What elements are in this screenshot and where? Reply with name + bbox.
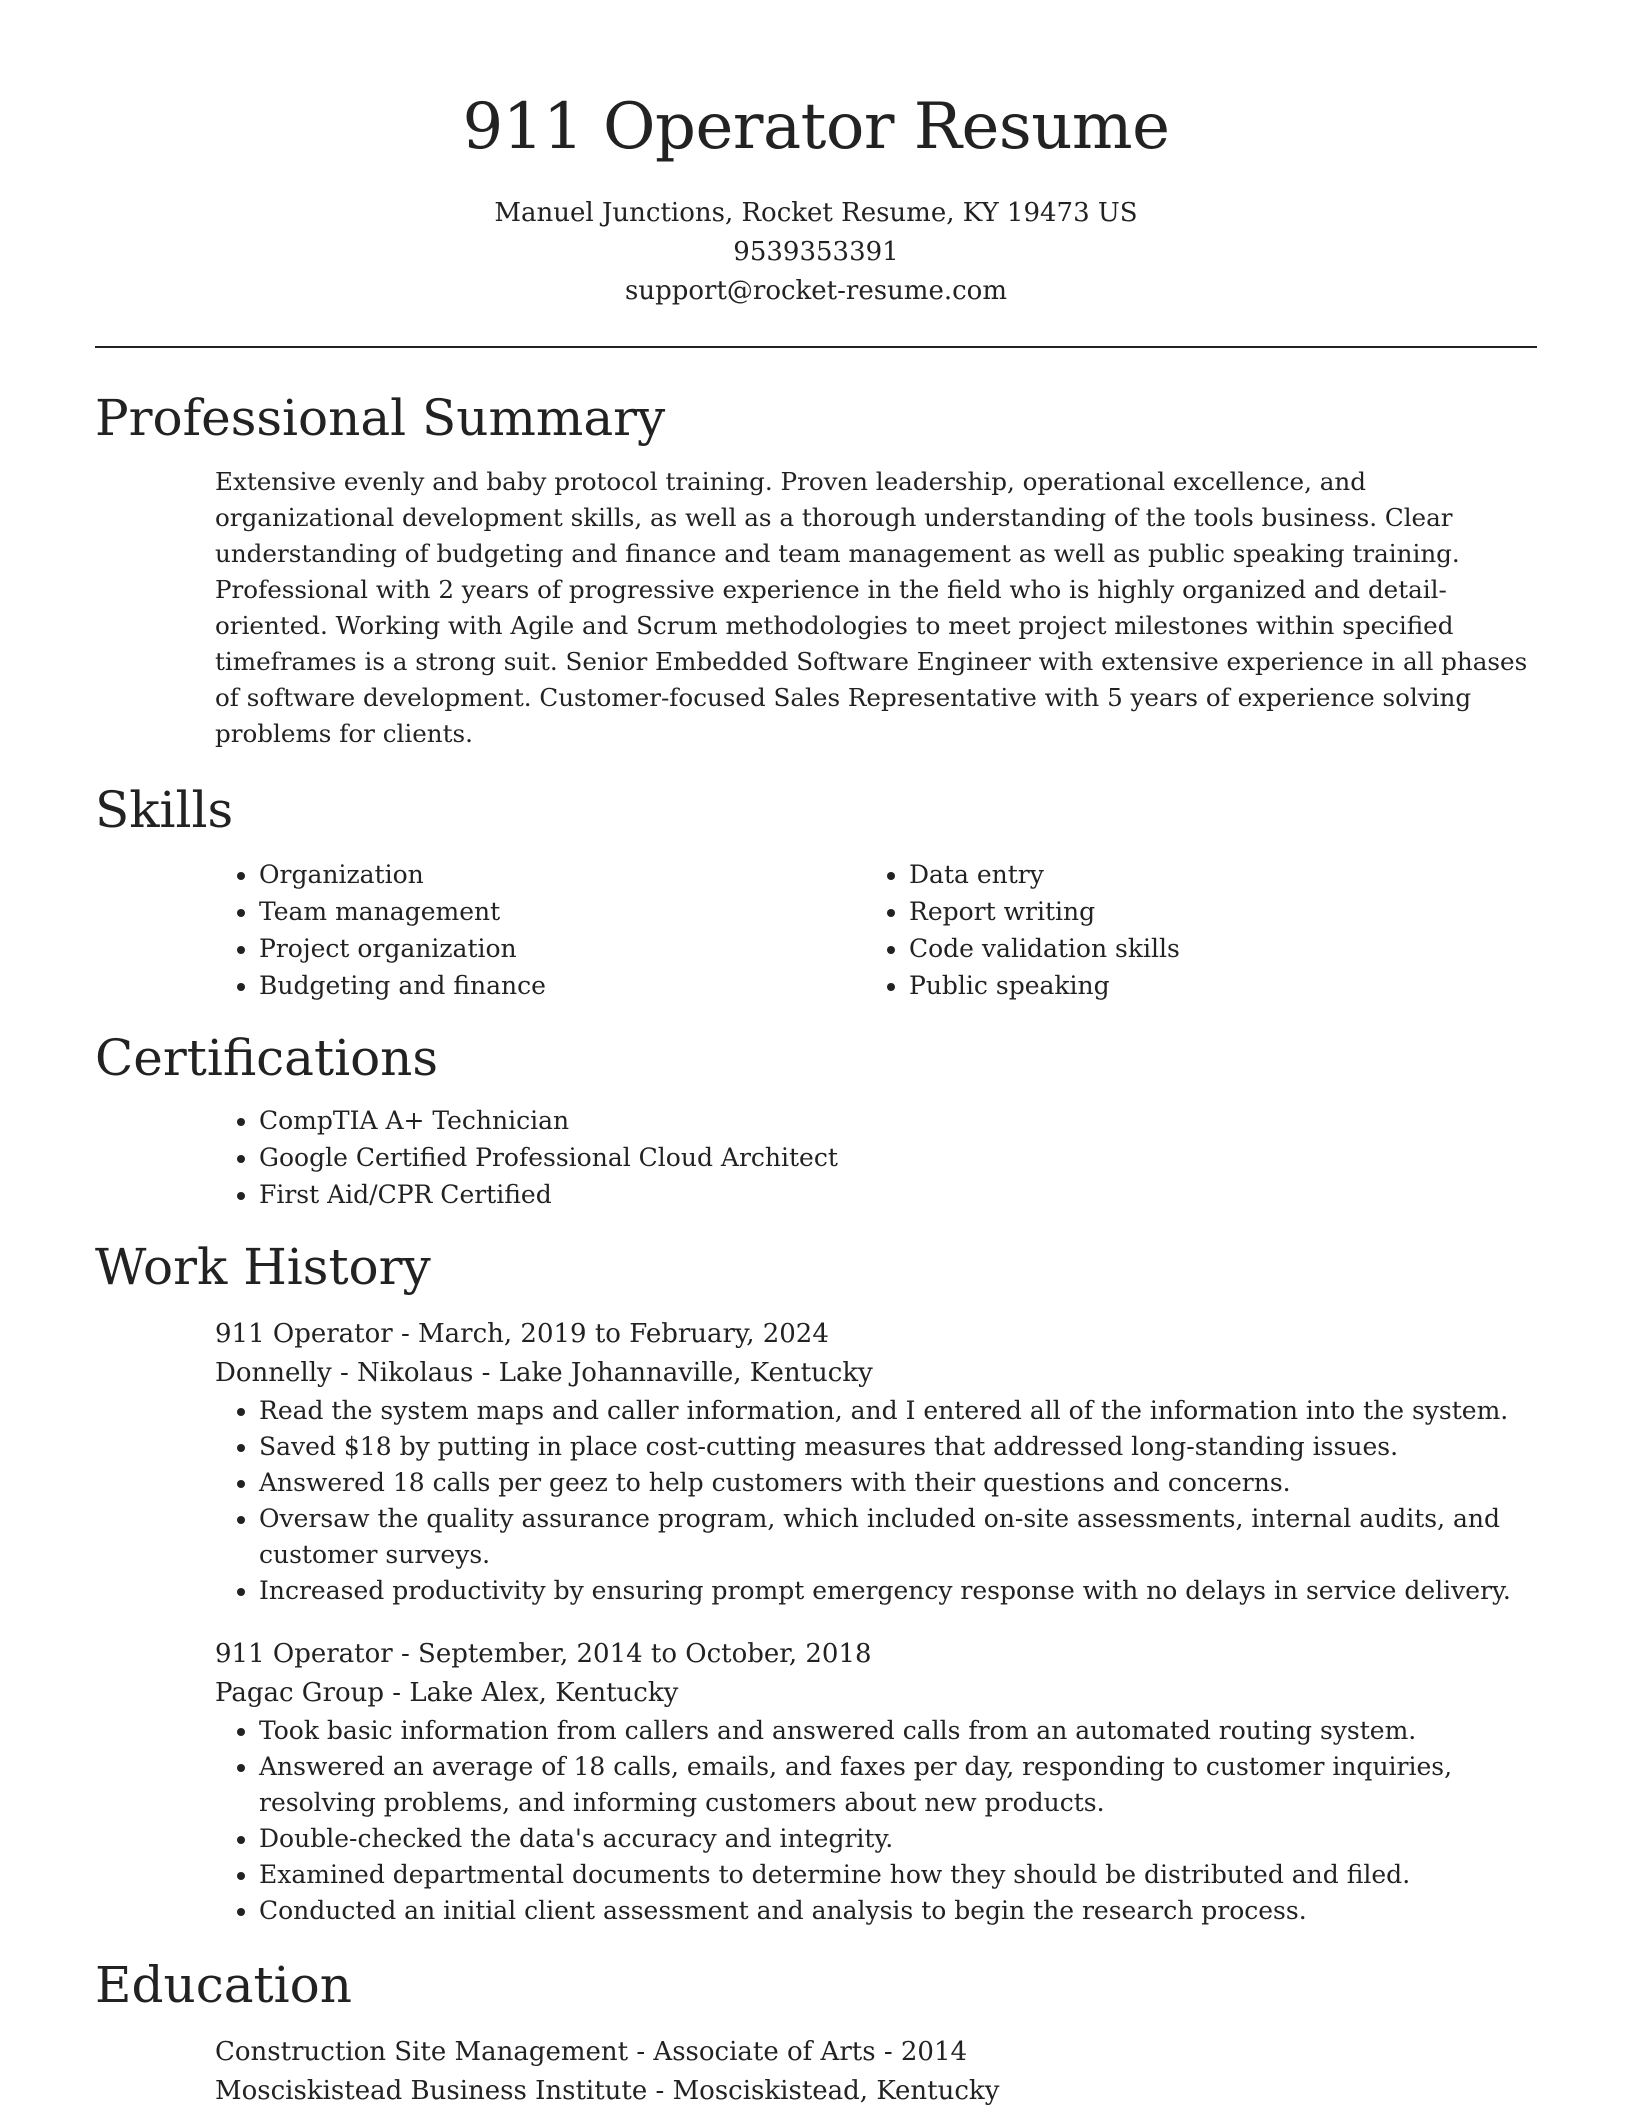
header-divider [95, 346, 1537, 348]
job-company-line [215, 1674, 1537, 1713]
skill-item: • Data entry [909, 856, 1515, 893]
job-company-line [215, 1354, 1537, 1393]
education-entry [215, 2033, 1537, 2111]
job-duty: • Answered 18 calls per geez to help customers with their questions and concerns. [259, 1465, 1537, 1501]
certification-item: • CompTIA A+ Technician [259, 1102, 1537, 1139]
job-entry [215, 1315, 1537, 1609]
contact-phone: 9539353391 [733, 237, 899, 267]
job-title: 911 Operator [215, 1319, 393, 1349]
job-location: - Lake Johannaville, Kentucky [473, 1358, 873, 1388]
summary-heading: Professional Summary [95, 389, 666, 447]
skill-item: • Report writing [909, 893, 1515, 930]
skill-item: • Budgeting and finance [259, 967, 865, 1004]
summary-text: Extensive evenly and baby protocol training. Proven leadership, operational excellence, and organizational development skills, as well as a thorough understanding of the tools business. Clear understanding of budgeting and finance and team management as well as public speaking training. Professional with 2 years of progressive experience in the field who is highly organized and detail-oriented. Working with Agile and Scrum methodologies to meet project milestones within specified timeframes is a strong suit. Senior Embedded Software Engineer with extensive experience in all phases of software development. Customer-focused Sales Representative with 5 years of experience solving problems for clients. [215, 467, 1528, 748]
skill-item: • Organization [259, 856, 865, 893]
certifications-heading: Certifications [95, 1029, 439, 1087]
job-duties [215, 1713, 1537, 1929]
job-company: Donnelly - Nikolaus [215, 1358, 474, 1388]
job-duty: • Examined departmental documents to determine how they should be distributed and filed. [259, 1857, 1537, 1893]
education-heading: Education [95, 1956, 352, 2014]
skills-column-right [865, 856, 1515, 1004]
job-dates: - September, 2014 to October, 2018 [392, 1639, 872, 1669]
skill-item: • Project organization [259, 930, 865, 967]
job-entry [215, 1635, 1537, 1929]
job-title-line [215, 1315, 1537, 1354]
contact-block [95, 194, 1537, 311]
skills-heading: Skills [95, 781, 234, 839]
education-degree: Construction Site Management - Associate of Arts - 2014 [215, 2037, 968, 2067]
work-history-heading: Work History [95, 1238, 431, 1296]
resume-title: 911 Operator Resume [462, 90, 1170, 164]
job-duty: • Read the system maps and caller information, and I entered all of the information into the system. [259, 1393, 1537, 1429]
job-duty: • Took basic information from callers and answered calls from an automated routing system. [259, 1713, 1537, 1749]
job-dates: - March, 2019 to February, 2024 [392, 1319, 829, 1349]
job-location: - Lake Alex, Kentucky [384, 1678, 679, 1708]
certifications-list [215, 1102, 1537, 1213]
job-duty: • Saved $18 by putting in place cost-cutting measures that addressed long-standing issues. [259, 1429, 1537, 1465]
skill-item: • Public speaking [909, 967, 1515, 1004]
skill-item: • Team management [259, 893, 865, 930]
contact-email: support@rocket-resume.com [624, 276, 1007, 306]
skill-item: • Code validation skills [909, 930, 1515, 967]
skills-list [215, 856, 1537, 1004]
job-duty: • Double-checked the data's accuracy and integrity. [259, 1821, 1537, 1857]
job-duty: • Answered an average of 18 calls, emails, and faxes per day, responding to customer inquiries, resolving problems, and informing customers about new products. [259, 1749, 1537, 1821]
education-school-line [215, 2072, 1537, 2111]
job-duty: • Oversaw the quality assurance program, which included on-site assessments, internal audits, and customer surveys. [259, 1501, 1537, 1573]
job-title: 911 Operator [215, 1639, 393, 1669]
contact-address: Manuel Junctions, Rocket Resume, KY 19473 US [494, 198, 1138, 228]
job-company: Pagac Group [215, 1678, 385, 1708]
job-duties [215, 1393, 1537, 1609]
job-duty: • Conducted an initial client assessment and analysis to begin the research process. [259, 1893, 1537, 1929]
job-duty: • Increased productivity by ensuring prompt emergency response with no delays in service delivery. [259, 1573, 1537, 1609]
certification-item: • Google Certified Professional Cloud Architect [259, 1139, 1537, 1176]
skills-column-left [215, 856, 865, 1004]
education-location: - Mosciskistead, Kentucky [647, 2076, 1000, 2106]
certification-item: • First Aid/CPR Certified [259, 1176, 1537, 1213]
job-title-line [215, 1635, 1537, 1674]
education-school: Mosciskistead Business Institute [215, 2076, 648, 2106]
